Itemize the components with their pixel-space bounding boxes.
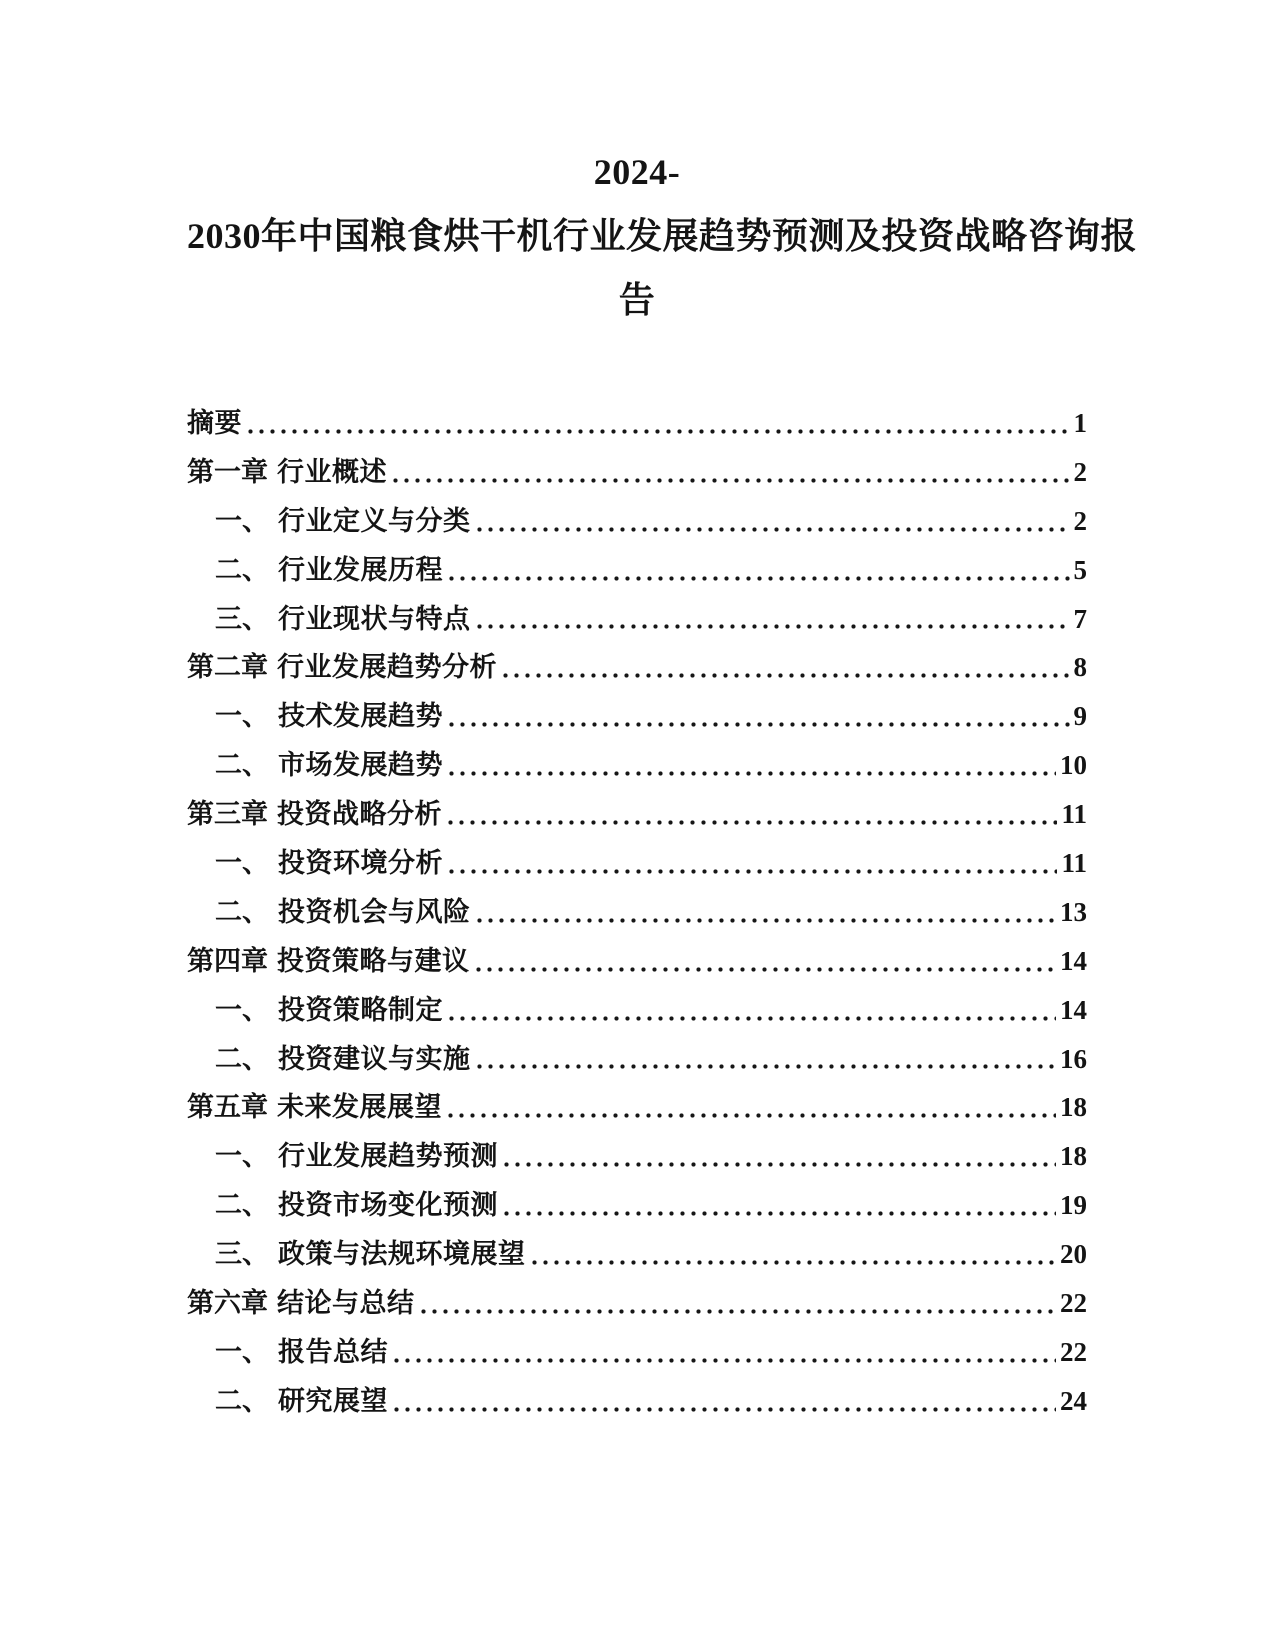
toc-entry-title: 投资策略制定: [278, 994, 443, 1025]
toc-entry[interactable]: [187, 595, 1087, 644]
toc-entry-number: 第六章: [187, 1288, 268, 1319]
dot-leader: [529, 1230, 1057, 1279]
dot-leader: [501, 1181, 1056, 1230]
toc-entry[interactable]: [187, 1230, 1087, 1279]
toc-entry[interactable]: [187, 839, 1087, 888]
toc-entry-page-number: 18: [1060, 1141, 1087, 1172]
toc-entry-number: 第四章: [187, 945, 268, 976]
toc-entry[interactable]: [187, 1377, 1087, 1426]
report-title-line-1: 2024-: [593, 152, 681, 192]
dot-leader: [446, 986, 1056, 1035]
toc-entry[interactable]: [187, 790, 1087, 839]
toc-entry-number: 第一章: [187, 456, 268, 487]
toc-entry-title: 摘要: [187, 408, 242, 438]
toc-entry-title: 投资环境分析: [278, 848, 443, 879]
toc-entry[interactable]: [187, 1132, 1087, 1181]
toc-entry[interactable]: [187, 546, 1087, 595]
dot-leader: [445, 1083, 1056, 1132]
toc-entry-number: 三、: [215, 1239, 269, 1270]
toc-entry-number: 二、: [215, 750, 269, 781]
dot-leader: [446, 839, 1057, 888]
toc-entry-number: 一、: [215, 1141, 269, 1172]
toc-entry-number: 第三章: [187, 799, 268, 830]
toc-entry-title: 投资市场变化预测: [278, 1190, 498, 1221]
dot-leader: [390, 448, 1070, 497]
toc-entry[interactable]: [187, 986, 1087, 1035]
toc-entry-title: 技术发展趋势: [278, 701, 443, 732]
toc-entry-title: 政策与法规环境展望: [278, 1239, 526, 1270]
report-title: [187, 140, 1138, 332]
toc-entry[interactable]: [187, 399, 1087, 448]
toc-entry-page-number: 24: [1060, 1385, 1087, 1416]
toc-entry-number: 二、: [215, 1190, 269, 1221]
toc-entry-title: 投资建议与实施: [278, 1043, 471, 1074]
toc-entry[interactable]: [187, 741, 1087, 790]
toc-entry[interactable]: [187, 497, 1087, 546]
toc-entry-number: 一、: [215, 505, 269, 536]
toc-entry[interactable]: [187, 888, 1087, 937]
dot-leader: [245, 399, 1070, 448]
toc-entry-page-number: 13: [1060, 896, 1087, 927]
toc-entry-title: 行业发展趋势预测: [278, 1141, 498, 1172]
toc-entry-number: 三、: [215, 603, 269, 634]
toc-entry[interactable]: [187, 448, 1087, 497]
toc-entry-number: 一、: [215, 848, 269, 879]
toc-entry-page-number: 22: [1060, 1336, 1087, 1367]
dot-leader: [445, 790, 1057, 839]
dot-leader: [474, 888, 1057, 937]
toc-entry-page-number: 14: [1060, 945, 1087, 976]
toc-entry-number: 第五章: [187, 1092, 268, 1123]
dot-leader: [391, 1377, 1056, 1426]
toc-entry[interactable]: [187, 1083, 1087, 1132]
toc-entry-page-number: 9: [1073, 701, 1087, 732]
table-of-contents: [187, 399, 1087, 1426]
toc-entry[interactable]: [187, 643, 1087, 692]
toc-entry-number: 二、: [215, 896, 269, 927]
toc-entry-page-number: 18: [1060, 1092, 1087, 1123]
toc-entry-page-number: 2: [1073, 505, 1087, 536]
toc-entry-page-number: 1: [1073, 408, 1087, 438]
toc-entry-number: 第二章: [187, 652, 268, 683]
toc-entry-number: 二、: [215, 554, 269, 585]
toc-entry-page-number: 8: [1073, 652, 1087, 683]
toc-entry-title: 市场发展趋势: [278, 750, 443, 781]
toc-entry-page-number: 11: [1061, 799, 1087, 830]
toc-entry[interactable]: [187, 937, 1087, 986]
toc-entry[interactable]: [187, 692, 1087, 741]
dot-leader: [500, 643, 1070, 692]
report-title-line-2: 2030年中国粮食烘干机行业发展趋势预测及投资战略咨询报: [187, 216, 1138, 256]
toc-entry-page-number: 14: [1060, 994, 1087, 1025]
toc-entry-title: 投资战略分析: [277, 799, 442, 830]
toc-entry-title: 投资机会与风险: [278, 896, 471, 927]
dot-leader: [418, 1279, 1057, 1328]
toc-entry-page-number: 11: [1061, 848, 1087, 879]
toc-entry-number: 一、: [215, 701, 269, 732]
toc-entry-number: 一、: [215, 1336, 269, 1367]
dot-leader: [473, 937, 1057, 986]
toc-entry-page-number: 16: [1060, 1043, 1087, 1074]
toc-entry-page-number: 22: [1060, 1288, 1087, 1319]
toc-entry-title: 未来发展展望: [277, 1092, 442, 1123]
report-title-line-3: 告: [618, 280, 656, 320]
dot-leader: [446, 741, 1056, 790]
toc-entry-title: 行业发展趋势分析: [277, 652, 497, 683]
toc-entry-title: 研究展望: [278, 1385, 388, 1416]
dot-leader: [474, 1035, 1057, 1084]
toc-entry-title: 报告总结: [278, 1336, 388, 1367]
toc-entry-title: 行业现状与特点: [278, 603, 471, 634]
toc-entry-page-number: 7: [1073, 603, 1087, 634]
toc-entry-number: 一、: [215, 994, 269, 1025]
toc-entry-title: 行业概述: [277, 456, 387, 487]
dot-leader: [391, 1328, 1056, 1377]
toc-entry-page-number: 19: [1060, 1190, 1087, 1221]
toc-entry[interactable]: [187, 1181, 1087, 1230]
toc-entry-title: 行业发展历程: [278, 554, 443, 585]
toc-entry-title: 行业定义与分类: [278, 505, 471, 536]
dot-leader: [474, 497, 1070, 546]
dot-leader: [501, 1132, 1056, 1181]
toc-entry-page-number: 5: [1073, 554, 1087, 585]
toc-entry-page-number: 2: [1073, 456, 1087, 487]
toc-entry-page-number: 10: [1060, 750, 1087, 781]
dot-leader: [474, 595, 1070, 644]
toc-entry-page-number: 20: [1060, 1239, 1087, 1270]
toc-entry-title: 投资策略与建议: [277, 945, 470, 976]
toc-entry-title: 结论与总结: [277, 1288, 415, 1319]
toc-entry[interactable]: [187, 1328, 1087, 1377]
toc-entry-number: 二、: [215, 1385, 269, 1416]
dot-leader: [446, 692, 1070, 741]
toc-entry-number: 二、: [215, 1043, 269, 1074]
dot-leader: [446, 546, 1070, 595]
toc-entry[interactable]: [187, 1279, 1087, 1328]
toc-entry[interactable]: [187, 1035, 1087, 1084]
